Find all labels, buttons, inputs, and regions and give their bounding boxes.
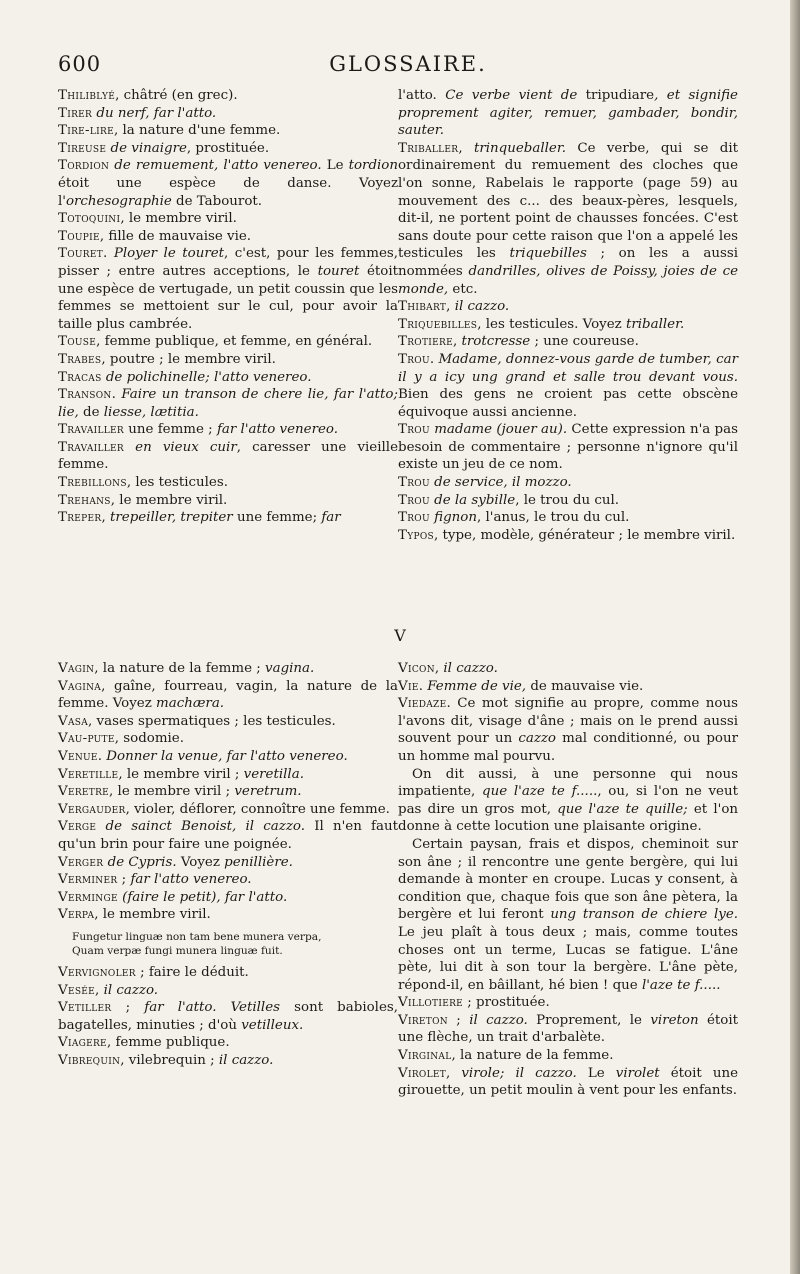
italic-text: il cazzo. (454, 299, 510, 315)
italic-text: liesse, lætitia. (103, 404, 199, 420)
entry-text: , poutre ; le membre viril. (101, 351, 276, 367)
entry-text: , l'anus, le trou du cul. (476, 510, 630, 526)
italic-text: triquebilles (509, 246, 587, 262)
glossary-entry (398, 1065, 738, 1100)
italic-text: tordion (348, 158, 398, 174)
glossary-entry (58, 999, 398, 1034)
entry-text: Cette expression n'a pas besoin de commentaire ; personne n'ignore qu'il existe un jeu de ce nom. (398, 422, 738, 473)
headword: Trou (398, 492, 430, 508)
glossary-entry (58, 818, 398, 853)
headword: Touret (58, 246, 104, 262)
glossary-entry (58, 889, 398, 907)
entry-text: , vases spermatiques ; les testicules. (88, 713, 336, 729)
entry-text: , fille de mauvaise vie. (99, 228, 252, 244)
glossary-entry (398, 140, 738, 298)
italic-text: touret (317, 263, 360, 279)
headword: Vireton (398, 1012, 448, 1028)
entry-text: , vilebrequin ; (120, 1052, 219, 1068)
headword: Touse (58, 334, 97, 350)
glossary-entry (58, 713, 398, 731)
entry-text: étoit une espèce de danse. Voyez l' (58, 175, 398, 209)
entry-text: , femme publique, et femme, en général. (96, 334, 373, 350)
entry-text: , (434, 661, 444, 676)
italic-text: de service, il mozzo. (434, 475, 572, 491)
glossary-entry (58, 351, 398, 369)
entry-text: Certain paysan, frais et dispos, cheminoit sur son âne ; il rencontre une gente bergère, qui lui demande à monter en croupe. Lucas y consent, à condition que, chaque fois que son âne pètera, la bergère et lui feront (398, 836, 738, 923)
headword: Tracas (58, 369, 102, 385)
glossary-entry (398, 527, 738, 545)
entry-text: ; on les a aussi nommées (398, 246, 738, 279)
headword: Thiliblyé (58, 88, 116, 103)
entry-text: Le (576, 1065, 616, 1081)
page-header (58, 52, 758, 82)
headword: Thibart (398, 299, 447, 315)
entry-text: , (101, 510, 110, 526)
glossary-entry (58, 210, 398, 228)
headword: Trou (398, 510, 430, 526)
headword: Trehans (58, 492, 111, 508)
headword: Triballer (398, 140, 459, 156)
glossary-entry (58, 871, 398, 889)
glossary-entry (398, 492, 738, 510)
entry-text: une femme; (232, 510, 322, 526)
italic-text: (faire le petit), far l'atto. (122, 889, 288, 905)
italic-text: madame (jouer au). (434, 422, 568, 438)
glossary-entry (398, 766, 738, 836)
headword: Vetiller (58, 1000, 112, 1016)
headword: Vervignoler (58, 964, 136, 980)
entry-text: étoit une girouette, un petit moulin à vent pour les enfants. (398, 1065, 738, 1099)
italic-text: trinqueballer. (473, 140, 567, 156)
italic-text: far l'atto venereo. (216, 422, 339, 438)
headword: Verminge (58, 889, 118, 905)
glossary-entry (58, 333, 398, 351)
glossary-entry (58, 1052, 398, 1070)
entry-text: On dit aussi, à une personne qui nous impatiente, (398, 766, 738, 800)
glossary-entry (58, 509, 398, 527)
italic-text: Donner la venue, far l'atto venereo. (106, 748, 348, 764)
column-bottom-right (398, 660, 738, 1100)
headword: Toupie (58, 228, 100, 244)
italic-text: de Cypris. (107, 854, 177, 870)
italic-text: trepeiller, trepiter (110, 510, 233, 526)
italic-text: far l'atto. Vetilles (144, 1000, 281, 1016)
italic-text: l'aze te f..... (641, 977, 721, 993)
glossary-entry (398, 316, 738, 334)
headword: Typos (398, 527, 434, 543)
italic-text: de la sybille (434, 492, 516, 508)
glossary-entry (398, 421, 738, 474)
entry-text: etc. (448, 281, 478, 297)
glossary-entry (58, 439, 398, 474)
headword: Totoquini (58, 211, 121, 227)
glossary-entry (398, 1047, 738, 1065)
entry-text: , la nature d'une femme. (113, 123, 281, 139)
glossary-entry (398, 678, 738, 696)
entry-text (124, 440, 135, 455)
entry-text: , les testicules. Voyez (477, 316, 626, 332)
entry-text: , le membre viril. (120, 211, 237, 227)
entry-text: , châtré (en grec). (115, 88, 238, 103)
glossary-entry (398, 836, 738, 994)
entry-text: , la nature de la femme. (451, 1048, 614, 1064)
italic-text: orchesographie (65, 193, 172, 209)
headword: Verger (58, 854, 104, 870)
entry-text: , c'est, pour les femmes, pisser ; entre autres acceptions, le (58, 246, 398, 279)
entry-text: de mauvaise vie. (526, 678, 644, 694)
italic-text: penillière. (224, 854, 293, 870)
entry-text: , (452, 334, 462, 350)
entry-text: Bien des gens ne croient pas cette obscène équivoque aussi ancienne. (398, 387, 738, 420)
entry-text: , sodomie. (114, 731, 184, 747)
glossary-entry (398, 298, 738, 316)
italic-text: Ce verbe vient de (436, 88, 586, 103)
headword: Vergauder (58, 801, 126, 817)
entry-text: étoit une flèche, un trait d'arbalète. (398, 1012, 739, 1046)
headword: Vasa (58, 713, 89, 729)
headword: Vesée (58, 982, 96, 998)
entry-text: de Tabourot. (171, 193, 263, 209)
headword: Vau-pute (58, 731, 115, 747)
entry-text (96, 819, 105, 834)
glossary-entry (58, 228, 398, 246)
headword: Triquebilles (398, 316, 478, 332)
latin-quote (58, 930, 398, 958)
glossary-entry (58, 783, 398, 801)
italic-text: trotcresse (461, 334, 531, 350)
italic-text: veretrum. (234, 784, 302, 800)
entry-text: Proprement, le (527, 1012, 651, 1028)
entry-text: , (95, 982, 104, 998)
headword: Travailler (58, 439, 125, 455)
headword: Venue (58, 748, 98, 764)
glossary-entry (398, 1012, 738, 1047)
headword: Viedaze (398, 696, 447, 712)
headword: Tordion (58, 158, 110, 174)
italic-text: triballer. (625, 316, 685, 332)
headword: Tirer (58, 105, 93, 121)
glossary-entry (58, 87, 398, 105)
glossary-entry (58, 369, 398, 387)
headword: Trebillons (58, 475, 127, 491)
headword: Trou (398, 422, 430, 438)
glossary-entry (58, 140, 398, 158)
glossary-entry (58, 982, 398, 1000)
entry-text: de (78, 404, 104, 420)
glossary-entry (398, 695, 738, 765)
entry-text: l'atto. (398, 88, 437, 103)
glossary-entry (58, 964, 398, 982)
glossary-entry (58, 801, 398, 819)
italic-text: fignon (434, 510, 477, 526)
entry-text: et l'on donne à cette locution une plaisante origine. (398, 801, 739, 835)
italic-text: il cazzo. (443, 661, 498, 676)
entry-text: . (97, 748, 107, 764)
headword: Tireuse (58, 140, 107, 156)
italic-text: il cazzo. (218, 1052, 274, 1068)
column-top-right (398, 87, 738, 544)
italic-text: Ployer le touret (113, 246, 225, 262)
entry-text: , le membre viril. (94, 907, 211, 923)
glossary-entry (58, 492, 398, 510)
column-bottom-left (58, 660, 398, 1069)
entry-text: . Ce mot signifie au propre, comme nous l'avons dit, visage d'âne ; mais on le prend aussi souvent pour un (398, 696, 738, 747)
headword: Villotiere (398, 995, 464, 1011)
glossary-entry (398, 474, 738, 492)
entry-text: . (103, 246, 114, 262)
italic-text: virole; il cazzo. (461, 1065, 577, 1081)
headword: Verminer (58, 872, 118, 888)
italic-text: ung transon de chiere lye. (550, 907, 738, 923)
glossary-entry (58, 766, 398, 784)
entry-text: ; une coureuse. (530, 334, 639, 350)
glossary-entry (58, 748, 398, 766)
headword: Vibrequin (58, 1052, 121, 1068)
entry-text: , les testicules. (126, 475, 228, 491)
glossary-entry (58, 245, 398, 333)
entry-text: ; prostituée. (463, 995, 550, 1011)
entry-text: , femme publique. (106, 1035, 230, 1051)
italic-text: dandrilles, olives de Poissy, joies de ce monde, (398, 263, 738, 297)
entry-text: , gaîne, fourreau, vagin, la nature de la femme. Voyez (58, 678, 398, 712)
headword: Trou (398, 351, 430, 367)
entry-text: mal conditionné, ou pour un homme mal pourvu. (398, 731, 739, 764)
entry-text: , le membre viril. (110, 492, 228, 508)
italic-text: de polichinelle; l'atto venereo. (105, 369, 312, 385)
italic-text: , et signifie proprement agiter, remuer, gambader, bondir, sauter. (398, 88, 738, 139)
italic-text: vireton (650, 1012, 699, 1028)
glossary-entry (398, 509, 738, 527)
entry-text: ; (117, 872, 131, 888)
glossary-entry (58, 474, 398, 492)
glossary-entry (58, 660, 398, 678)
italic-text: il cazzo. (103, 982, 159, 998)
italic-text: vetilleux. (241, 1017, 304, 1033)
entry-text: Le jeu plaît à tous deux ; mais, comme toutes choses ont un terme, Lucas se fatigue. L'âne pète, lui dit à son tour la bergère. L'âne pète, répond-il, en bâillant, hé bien ! que (398, 924, 738, 993)
headword: Viagere (58, 1035, 107, 1051)
headword: Vie (398, 678, 419, 694)
italic-text: Femme de vie, (427, 678, 527, 694)
entry-text: Le (321, 158, 349, 174)
italic-text: de remuement, l'atto venereo. (114, 158, 322, 174)
column-top-left (58, 87, 398, 527)
glossary-entry (58, 157, 398, 210)
italic-text: Madame, donnez-vous garde de tumber, car il y a icy ung grand et salle trou devant vous. (398, 351, 738, 385)
entry-text: , le membre viril ; (118, 766, 244, 782)
headword: Virolet (398, 1065, 447, 1081)
italic-text: virolet (615, 1065, 660, 1081)
glossary-entry (398, 994, 738, 1012)
italic-text: vagina. (265, 661, 315, 676)
glossary-entry (398, 87, 738, 140)
headword: Verpa (58, 907, 95, 923)
page-number: 600 (58, 52, 102, 76)
glossary-entry (58, 105, 398, 123)
headword: Tire-lire (58, 123, 114, 139)
entry-text: , violer, déflorer, connoître une femme. (125, 801, 390, 817)
italic-text: de vinaigre (110, 140, 187, 156)
italic-text: far (321, 510, 341, 526)
italic-text: machæra. (156, 696, 225, 712)
italic-text: que l'aze te f..... (482, 784, 598, 800)
entry-text: . (418, 678, 428, 694)
italic-text: du nerf, far l'atto. (96, 105, 217, 121)
quote-line: Fungetur linguæ non tam bene munera verpa, (72, 930, 322, 943)
entry-text: ; (447, 1012, 470, 1028)
entry-text: , type, modèle, générateur ; le membre viril. (433, 527, 736, 543)
italic-text: Faire un transon de chere lie, far l'atto; lie, (58, 387, 398, 420)
headword: Verge (58, 819, 97, 835)
entry-text: tripudiare (585, 88, 655, 103)
glossary-entry (58, 1034, 398, 1052)
italic-text: far l'atto venereo. (130, 872, 252, 888)
headword: Vagin (58, 661, 95, 676)
entry-text: ; faire le déduit. (135, 964, 249, 980)
glossary-entry (58, 386, 398, 421)
entry-text: , ou, si l'on ne veut pas dire un gros mot, (398, 784, 738, 817)
italic-text: que l'aze te quille; (557, 801, 688, 817)
headword: Travailler (58, 422, 125, 438)
headword: Vagina (58, 678, 102, 694)
entry-text: Ce verbe, qui se dit ordinairement du remuement des cloches que l'on sonne, Rabelais le rapporte (page 59) au mouvement des c... des beaux-pères, lesquels, dit-il, ne portent point de chausses foncées. C'est sans doute pour cette raison que l'on a appelé les testicules les (398, 140, 739, 262)
italic-text: il cazzo. (469, 1012, 528, 1028)
headword: Veretille (58, 766, 119, 782)
entry-text: étoit une espèce de vertugade, un petit coussin que les femmes se mettoient sur le cul, pour avoir la taille plus cambrée. (58, 263, 398, 332)
italic-text: cazzo (518, 731, 556, 747)
entry-text: , la nature de la femme ; (94, 661, 266, 676)
italic-text: en vieux cuir (135, 439, 237, 455)
italic-text: veretilla. (243, 766, 304, 782)
entry-text: , prostituée. (186, 140, 270, 156)
italic-text: de sainct Benoist, il cazzo. (105, 819, 305, 835)
headword: Vicon (398, 661, 435, 676)
entry-text: , caresser une vieille femme. (58, 439, 398, 473)
glossary-entry (58, 678, 398, 713)
entries-after-quote (58, 964, 398, 1070)
quote-line: Quam verpæ fungi munera linguæ fuit. (72, 944, 283, 957)
entry-text: , (458, 140, 474, 156)
entry-text: une femme ; (124, 422, 217, 438)
entry-text: , le membre viril ; (109, 784, 235, 800)
entry-text: sont babioles, bagatelles, minuties ; d'où (58, 1000, 398, 1033)
headword: Trou (398, 475, 430, 491)
headword: Trotiere (398, 334, 453, 350)
entry-text: . (429, 351, 439, 367)
entry-text: Voyez (176, 854, 225, 870)
glossary-entry (58, 730, 398, 748)
headword: Virginal (398, 1048, 452, 1064)
glossary-entry (58, 122, 398, 140)
entry-text: , (446, 1065, 462, 1081)
headword: Veretre (58, 784, 110, 800)
glossary-entry (398, 660, 738, 678)
headword: Transon (58, 387, 112, 403)
glossary-entry (398, 333, 738, 351)
glossary-entry (58, 906, 398, 924)
entry-text: . (111, 387, 122, 403)
entries-before-quote (58, 660, 398, 924)
headword: Trabes (58, 351, 102, 367)
running-title: GLOSSAIRE. (329, 52, 487, 76)
entry-text: , (446, 299, 455, 315)
headword: Treper (58, 510, 102, 526)
glossary-entry (58, 421, 398, 439)
glossary-entry (58, 854, 398, 872)
glossary-entry (398, 351, 738, 421)
section-letter: V (394, 626, 406, 645)
entry-text: ; (111, 1000, 145, 1016)
entry-text: , le trou du cul. (515, 492, 620, 508)
entry-text: Il n'en faut qu'un brin pour faire une poignée. (58, 819, 398, 852)
